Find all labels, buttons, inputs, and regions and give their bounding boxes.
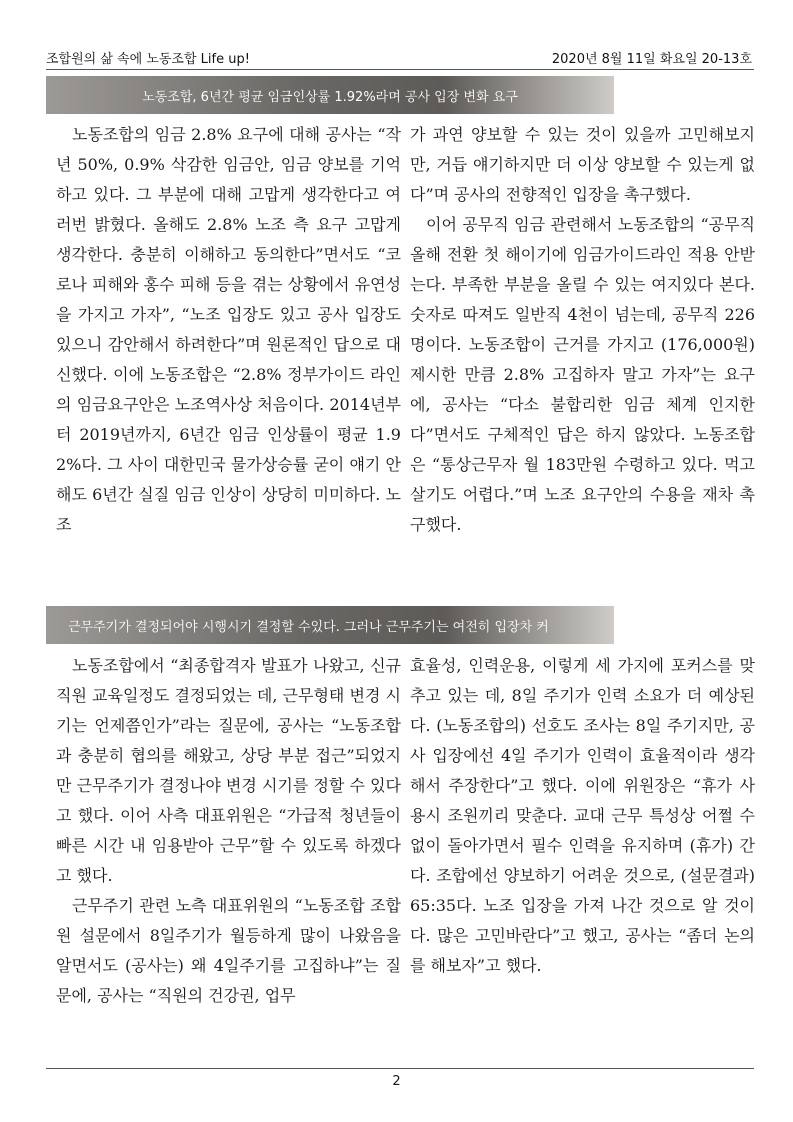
paragraph: 근무주기 관련 노측 대표위원의 “노동조합 조합원 설문에서 8일주기가 월등하게 많이 나왔음을 알면서도 (공사는) 왜 4일주기를 고집하냐”는 질문에, 공사는 “직원의 건강권, 업무 [56,896,401,1005]
section-1-right-column [410,120,755,540]
section-2-left-column [56,651,401,1011]
section-2-headline: 근무주기가 결정되어야 시행시기 결정할 수있다. 그러나 근무주기는 여전히 입장차 커 [46,606,614,644]
issue-date: 2020년 8월 11일 화요일 20-13호 [551,52,752,67]
paragraph: 노동조합의 임금 2.8% 요구에 대해 공사는 “작년 50%, 0.9% 삭감한 임금안, 임금 양보를 기억하고 있다. 그 부분에 대해 고맙게 생각한다고 여러번 밝혔다. 올해도 2.8% 노조 측 요구 고맙게 생각한다. 충분히 이해하고 동의한다”면서도 “코로나 피해와 홍수 피해 등을 겪는 상황에서 유연성을 가지고 가자”, “노조 입장도 있고 공사 입장도 있으니 감안해서 하려한다”며 원론적인 답으로 대신했다. 이에 노동조합은 “2.8% 정부가이드 라인의 임금요구안은 노조역사상 처음이다. 2014년부터 2019년까지, 6년간 임금 인상률이 평균 1.92%다. 그 사이 대한민국 물가상승률 굳이 얘기 안해도 6년간 실질 임금 인상이 상당히 미미하다. 노조 [56,125,401,534]
header-divider [46,69,754,70]
section-1-left-column [56,120,401,540]
section-2-right-column [410,651,755,981]
newsletter-slogan: 조합원의 삶 속에 노동조합 Life up! [46,52,250,67]
section-1-headline: 노동조합, 6년간 평균 임금인상률 1.92%라며 공사 입장 변화 요구 [46,76,614,114]
paragraph: 노동조합에서 “최종합격자 발표가 나왔고, 신규직원 교육일정도 결정되었는 데, 근무형태 변경 시기는 언제쯤인가”라는 질문에, 공사는 “노동조합과 충분히 협의를 해왔고, 상당 부분 접근”되었지만 근무주기가 결정나야 변경 시기를 정할 수 있다고 했다. 이어 사측 대표위원은 “가급적 청년들이 빠른 시간 내 임용받아 근무”할 수 있도록 하겠다고 했다. [56,656,401,885]
paragraph-continued: 가 과연 양보할 수 있는 것이 있을까 고민해보지만, 거듭 얘기하지만 더 이상 양보할 수 있는게 없다”며 공사의 전향적인 입장을 촉구했다. [410,125,755,204]
paragraph-continued: 효율성, 인력운용, 이렇게 세 가지에 포커스를 맞추고 있는 데, 8일 주기가 인력 소요가 더 예상된다. (노동조합의) 선호도 조사는 8일 주기지만, 공사 입장에선 4일 주기가 인력이 효율적이라 생각해서 주장한다”고 했다. 이에 위원장은 “휴가 사용시 조원끼리 맞춘다. 교대 근무 특성상 어쩔 수 없이 돌아가면서 필수 인력을 유지하며 (휴가) 간다. 조합에선 양보하기 어려운 것으로, (설문결과) 65:35다. 노조 입장을 가져 나간 것으로 알 것이다. 많은 고민바란다”고 했고, 공사는 “좀더 논의를 해보자”고 했다. [410,656,755,975]
footer-divider [46,1068,754,1069]
paragraph: 이어 공무직 임금 관련해서 노동조합의 “공무직 올해 전환 첫 해이기에 임금가이드라인 적용 안받는다. 부족한 부분을 올릴 수 있는 여지있다 본다. 숫자로 따져도 일반직 4천이 넘는데, 공무직 226명이다. 노동조합이 근거를 가지고 (176,000원) 제시한 만큼 2.8% 고집하자 말고 가자”는 요구에, 공사는 “다소 불합리한 임금 체계 인지한다”면서도 구체적인 답은 하지 않았다. 노동조합은 “통상근무자 월 183만원 수령하고 있다. 먹고 살기도 어렵다.”며 노조 요구안의 수용을 재차 촉구했다. [410,215,755,534]
page-number: 2 [392,1074,401,1089]
